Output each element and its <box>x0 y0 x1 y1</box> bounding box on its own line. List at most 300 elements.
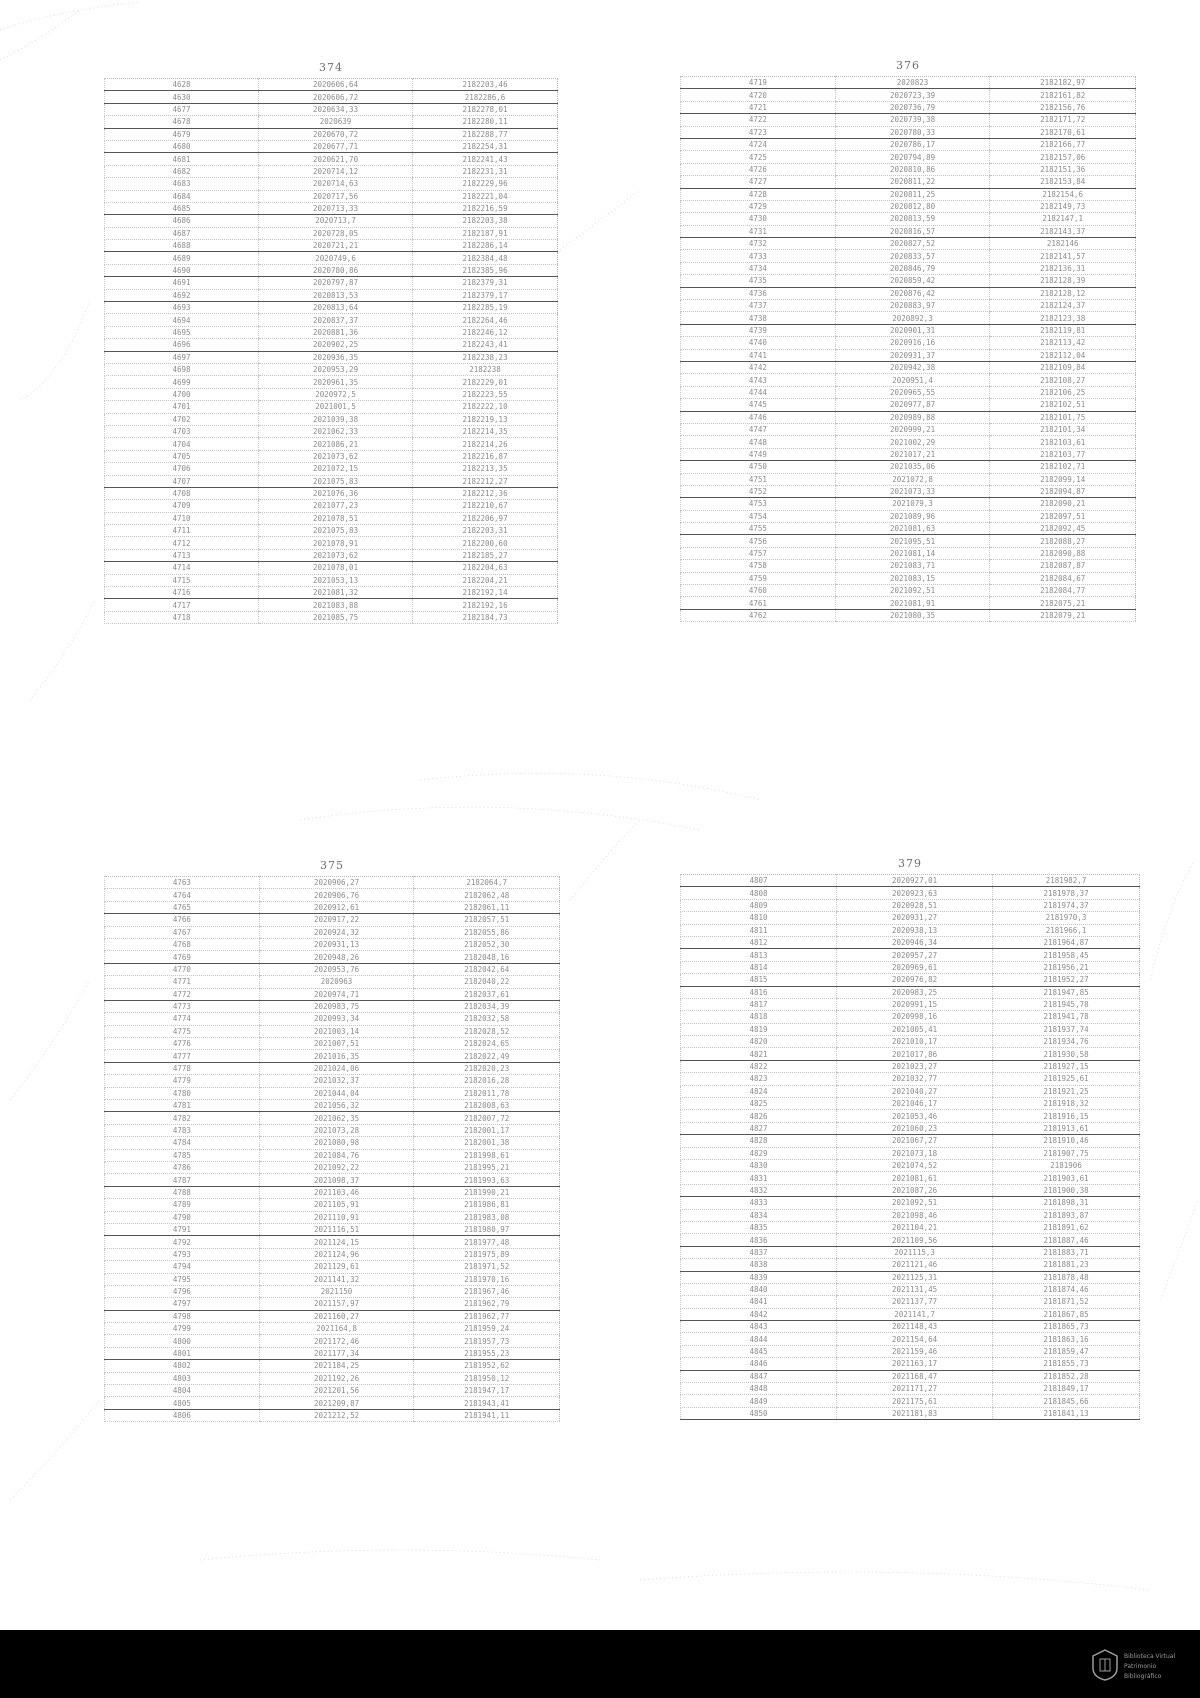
northing-cell: 2181943,41 <box>414 1397 560 1409</box>
northing-cell: 2181865,73 <box>993 1321 1140 1333</box>
northing-cell: 2182103,77 <box>990 448 1136 460</box>
northing-cell: 2181945,78 <box>993 998 1140 1010</box>
point-id-cell: 4628 <box>105 79 259 91</box>
easting-cell: 2021035,06 <box>835 461 990 473</box>
northing-cell: 2181937,74 <box>993 1023 1140 1035</box>
table-row <box>681 374 1136 386</box>
table-row <box>681 1333 1140 1345</box>
northing-cell: 2182103,61 <box>990 436 1136 448</box>
easting-cell: 2021121,46 <box>837 1259 993 1271</box>
easting-cell: 2021002,29 <box>835 436 990 448</box>
easting-cell: 2020951,4 <box>835 374 990 386</box>
point-id-cell: 4799 <box>105 1323 260 1335</box>
northing-cell: 2182061,11 <box>414 901 560 913</box>
point-id-cell: 4818 <box>681 1011 837 1023</box>
table-row <box>681 887 1140 899</box>
point-id-cell: 4792 <box>105 1236 260 1248</box>
northing-cell: 2181978,37 <box>993 887 1140 899</box>
table-row <box>681 535 1136 547</box>
easting-cell: 2021078,51 <box>259 512 413 524</box>
easting-cell: 2021092,51 <box>837 1197 993 1209</box>
northing-cell: 2182090,88 <box>990 547 1136 559</box>
northing-cell: 2182238,23 <box>413 351 558 363</box>
northing-cell: 2181849,17 <box>993 1383 1140 1395</box>
northing-cell: 2182246,12 <box>413 326 558 338</box>
easting-cell: 2020953,76 <box>259 963 414 975</box>
northing-cell: 2181883,71 <box>993 1246 1140 1258</box>
easting-cell: 2020813,64 <box>259 302 413 314</box>
easting-cell: 2021003,14 <box>259 1025 414 1037</box>
point-id-cell: 4807 <box>681 875 837 887</box>
point-id-cell: 4716 <box>105 587 259 599</box>
table-row <box>681 225 1136 237</box>
easting-cell: 2021116,51 <box>259 1223 414 1235</box>
point-id-cell: 4704 <box>105 438 259 450</box>
table-row <box>681 151 1136 163</box>
easting-cell: 2020827,52 <box>835 238 990 250</box>
easting-cell: 2021092,22 <box>259 1161 414 1173</box>
easting-cell: 2020931,13 <box>259 938 414 950</box>
table-row <box>681 597 1136 609</box>
easting-cell: 2020813,59 <box>835 213 990 225</box>
point-id-cell: 4684 <box>105 190 259 202</box>
easting-cell: 2021016,35 <box>259 1050 414 1062</box>
northing-cell: 2182385,96 <box>413 264 558 276</box>
northing-cell: 2181958,45 <box>993 949 1140 961</box>
point-id-cell: 4722 <box>681 114 836 126</box>
point-id-cell: 4685 <box>105 202 259 214</box>
easting-cell: 2020739,38 <box>835 114 990 126</box>
point-id-cell: 4679 <box>105 128 259 140</box>
easting-cell: 2020906,76 <box>259 889 414 901</box>
easting-cell: 2021081,32 <box>259 587 413 599</box>
point-id-cell: 4840 <box>681 1283 837 1295</box>
easting-cell: 2020859,42 <box>835 275 990 287</box>
table-row <box>105 413 558 425</box>
easting-cell: 2020931,27 <box>837 912 993 924</box>
point-id-cell: 4783 <box>105 1124 260 1136</box>
point-id-cell: 4687 <box>105 227 259 239</box>
table-row <box>681 411 1136 423</box>
table-row <box>681 250 1136 262</box>
northing-cell: 2181952,62 <box>414 1360 560 1372</box>
table-row <box>105 438 558 450</box>
table-row <box>105 1075 560 1087</box>
easting-cell: 2021177,34 <box>259 1347 414 1359</box>
point-id-cell: 4809 <box>681 899 837 911</box>
easting-cell: 2021076,36 <box>259 487 413 499</box>
table-row <box>681 1383 1140 1395</box>
northing-cell: 2182151,36 <box>990 163 1136 175</box>
point-id-cell: 4694 <box>105 314 259 326</box>
table-row <box>681 386 1136 398</box>
easting-cell: 2021095,51 <box>835 535 990 547</box>
table-row <box>681 609 1136 621</box>
northing-cell: 2182001,17 <box>414 1124 560 1136</box>
table-row <box>681 1011 1140 1023</box>
footer-line-2: Patrimonio Bibliográfico <box>1124 1663 1162 1680</box>
table-row <box>681 262 1136 274</box>
easting-cell: 2020736,79 <box>835 101 990 113</box>
northing-cell: 2182079,21 <box>990 609 1136 621</box>
northing-cell: 2182212,36 <box>413 487 558 499</box>
easting-cell: 2020977,87 <box>835 399 990 411</box>
point-id-cell: 4812 <box>681 936 837 948</box>
northing-cell: 2182185,27 <box>413 549 558 561</box>
table-row <box>105 901 560 913</box>
northing-cell: 2182214,26 <box>413 438 558 450</box>
point-id-cell: 4708 <box>105 487 259 499</box>
table-row <box>681 1358 1140 1370</box>
point-id-cell: 4833 <box>681 1197 837 1209</box>
easting-cell: 2021073,62 <box>259 549 413 561</box>
point-id-cell: 4768 <box>105 938 260 950</box>
northing-cell: 2182032,58 <box>414 1013 560 1025</box>
table-row <box>681 1308 1140 1320</box>
northing-cell: 2181967,46 <box>414 1285 560 1297</box>
point-id-cell: 4816 <box>681 986 837 998</box>
easting-cell: 2020906,27 <box>259 877 414 889</box>
table-row <box>681 312 1136 324</box>
northing-cell: 2182203,31 <box>413 525 558 537</box>
point-id-cell: 4843 <box>681 1321 837 1333</box>
easting-cell: 2020749,6 <box>259 252 413 264</box>
table-row <box>105 889 560 901</box>
easting-cell: 2021073,62 <box>259 450 413 462</box>
point-id-cell: 4770 <box>105 963 260 975</box>
table-row <box>681 448 1136 460</box>
point-id-cell: 4798 <box>105 1310 260 1322</box>
point-id-cell: 4848 <box>681 1383 837 1395</box>
table-row <box>681 238 1136 250</box>
northing-cell: 2182020,23 <box>414 1062 560 1074</box>
easting-cell: 2020923,63 <box>837 887 993 899</box>
point-id-cell: 4780 <box>105 1087 260 1099</box>
table-row <box>105 1211 560 1223</box>
table-row <box>105 1112 560 1124</box>
easting-cell: 2021017,86 <box>837 1048 993 1060</box>
easting-cell: 2021201,56 <box>259 1385 414 1397</box>
northing-cell: 2182016,28 <box>414 1075 560 1087</box>
easting-cell: 2021081,63 <box>835 523 990 535</box>
easting-cell: 2021098,37 <box>259 1174 414 1186</box>
table-row <box>105 1124 560 1136</box>
table-row <box>105 1062 560 1074</box>
easting-cell: 2020999,21 <box>835 423 990 435</box>
point-id-cell: 4683 <box>105 178 259 190</box>
point-id-cell: 4790 <box>105 1211 260 1223</box>
point-id-cell: 4829 <box>681 1147 837 1159</box>
northing-cell: 2181995,21 <box>414 1161 560 1173</box>
northing-cell: 2182204,21 <box>413 574 558 586</box>
northing-cell: 2182206,97 <box>413 512 558 524</box>
point-id-cell: 4760 <box>681 585 836 597</box>
northing-cell: 2182203,46 <box>413 79 558 91</box>
northing-cell: 2182034,39 <box>414 1000 560 1012</box>
table-row <box>105 926 560 938</box>
easting-cell: 2020892,3 <box>835 312 990 324</box>
easting-cell: 2020639 <box>259 116 413 128</box>
point-id-cell: 4730 <box>681 213 836 225</box>
point-id-cell: 4782 <box>105 1112 260 1124</box>
easting-cell: 2021124,15 <box>259 1236 414 1248</box>
table-row <box>105 1174 560 1186</box>
table-row <box>681 200 1136 212</box>
coordinate-table <box>104 876 560 1422</box>
table-row <box>681 1395 1140 1407</box>
point-id-cell: 4630 <box>105 91 259 103</box>
easting-cell: 2020811,25 <box>835 188 990 200</box>
northing-cell: 2181916,15 <box>993 1110 1140 1122</box>
table-row <box>105 587 558 599</box>
easting-cell: 2021141,32 <box>259 1273 414 1285</box>
easting-cell: 2020946,34 <box>837 936 993 948</box>
point-id-cell: 4728 <box>681 188 836 200</box>
northing-cell: 2182204,63 <box>413 562 558 574</box>
table-row <box>681 1234 1140 1246</box>
point-id-cell: 4765 <box>105 901 260 913</box>
table-row <box>681 1147 1140 1159</box>
point-id-cell: 4682 <box>105 165 259 177</box>
northing-cell: 2181959,24 <box>414 1323 560 1335</box>
northing-cell: 2181871,52 <box>993 1296 1140 1308</box>
table-row <box>681 912 1140 924</box>
point-id-cell: 4713 <box>105 549 259 561</box>
table-row <box>105 1347 560 1359</box>
easting-cell: 2021084,76 <box>259 1149 414 1161</box>
table-row <box>681 89 1136 101</box>
table-row <box>105 376 558 388</box>
easting-cell: 2021062,33 <box>259 425 413 437</box>
northing-cell: 2182087,87 <box>990 560 1136 572</box>
point-id-cell: 4749 <box>681 448 836 460</box>
table-row <box>105 240 558 252</box>
table-row <box>105 1310 560 1322</box>
table-row <box>105 1236 560 1248</box>
northing-cell: 2182062,48 <box>414 889 560 901</box>
table-row <box>105 487 558 499</box>
table-row <box>681 998 1140 1010</box>
table-row <box>681 1098 1140 1110</box>
table-row <box>681 287 1136 299</box>
point-id-cell: 4836 <box>681 1234 837 1246</box>
point-id-cell: 4699 <box>105 376 259 388</box>
point-id-cell: 4784 <box>105 1137 260 1149</box>
point-id-cell: 4754 <box>681 510 836 522</box>
table-row <box>681 1271 1140 1283</box>
easting-cell: 2021129,61 <box>259 1261 414 1273</box>
table-row <box>681 1283 1140 1295</box>
table-row <box>681 213 1136 225</box>
table-row <box>681 1085 1140 1097</box>
table-row <box>681 163 1136 175</box>
point-id-cell: 4850 <box>681 1407 837 1419</box>
easting-cell: 2020786,17 <box>835 138 990 150</box>
easting-cell: 2021005,41 <box>837 1023 993 1035</box>
northing-cell: 2182052,30 <box>414 938 560 950</box>
easting-cell: 2021067,27 <box>837 1135 993 1147</box>
easting-cell: 2020969,61 <box>837 961 993 973</box>
easting-cell: 2020901,31 <box>835 324 990 336</box>
footer-institution <box>1124 1652 1194 1682</box>
table-row <box>105 264 558 276</box>
northing-cell: 2182084,77 <box>990 585 1136 597</box>
easting-cell: 2020989,88 <box>835 411 990 423</box>
northing-cell: 2181947,17 <box>414 1385 560 1397</box>
point-id-cell: 4832 <box>681 1184 837 1196</box>
easting-cell: 2021154,64 <box>837 1333 993 1345</box>
table-row <box>105 190 558 202</box>
easting-cell: 2021056,32 <box>259 1100 414 1112</box>
easting-cell: 2021083,15 <box>835 572 990 584</box>
northing-cell: 2181934,76 <box>993 1036 1140 1048</box>
easting-cell: 2020670,72 <box>259 128 413 140</box>
point-id-cell: 4748 <box>681 436 836 448</box>
point-id-cell: 4680 <box>105 140 259 152</box>
table-row <box>105 1137 560 1149</box>
northing-cell: 2182170,61 <box>990 126 1136 138</box>
northing-cell: 2182040,22 <box>414 976 560 988</box>
table-row <box>105 1100 560 1112</box>
point-id-cell: 4846 <box>681 1358 837 1370</box>
easting-cell: 2021209,87 <box>259 1397 414 1409</box>
point-id-cell: 4804 <box>105 1385 260 1397</box>
easting-cell: 2020881,36 <box>259 326 413 338</box>
table-row <box>681 1296 1140 1308</box>
easting-cell: 2020998,16 <box>837 1011 993 1023</box>
easting-cell: 2020714,12 <box>259 165 413 177</box>
point-id-cell: 4736 <box>681 287 836 299</box>
northing-cell: 2181970,16 <box>414 1273 560 1285</box>
table-row <box>681 1345 1140 1357</box>
table-row <box>105 1360 560 1372</box>
northing-cell: 2182128,12 <box>990 287 1136 299</box>
easting-cell: 2020916,16 <box>835 337 990 349</box>
point-id-cell: 4677 <box>105 103 259 115</box>
table-row <box>681 1370 1140 1382</box>
easting-cell: 2021148,43 <box>837 1321 993 1333</box>
easting-cell: 2021075,83 <box>259 525 413 537</box>
easting-cell: 2020713,33 <box>259 202 413 214</box>
northing-cell: 2181918,32 <box>993 1098 1140 1110</box>
northing-cell: 2182166,77 <box>990 138 1136 150</box>
northing-cell: 2182007,72 <box>414 1112 560 1124</box>
table-row <box>681 936 1140 948</box>
northing-cell: 2181841,13 <box>993 1407 1140 1419</box>
easting-cell: 2021060,23 <box>837 1122 993 1134</box>
table-row <box>105 1149 560 1161</box>
easting-cell: 2021075,83 <box>259 475 413 487</box>
table-row <box>105 1199 560 1211</box>
table-row <box>681 1110 1140 1122</box>
table-row <box>105 351 558 363</box>
point-id-cell: 4763 <box>105 877 260 889</box>
northing-cell: 2181983,08 <box>414 1211 560 1223</box>
point-id-cell: 4791 <box>105 1223 260 1235</box>
point-id-cell: 4786 <box>105 1161 260 1173</box>
table-row <box>681 1135 1140 1147</box>
point-id-cell: 4824 <box>681 1085 837 1097</box>
easting-cell: 2021171,27 <box>837 1383 993 1395</box>
northing-cell: 2181980,97 <box>414 1223 560 1235</box>
point-id-cell: 4772 <box>105 988 260 1000</box>
point-id-cell: 4805 <box>105 1397 260 1409</box>
table-row <box>681 461 1136 473</box>
easting-cell: 2020811,22 <box>835 176 990 188</box>
table-row <box>105 1261 560 1273</box>
northing-cell: 2182099,14 <box>990 473 1136 485</box>
northing-cell: 2181855,73 <box>993 1358 1140 1370</box>
point-id-cell: 4732 <box>681 238 836 250</box>
point-id-cell: 4826 <box>681 1110 837 1122</box>
table-row <box>681 1407 1140 1419</box>
point-id-cell: 4788 <box>105 1186 260 1198</box>
point-id-cell: 4767 <box>105 926 260 938</box>
table-row <box>105 252 558 264</box>
easting-cell: 2020965,55 <box>835 386 990 398</box>
easting-cell: 2020797,87 <box>259 277 413 289</box>
point-id-cell: 4785 <box>105 1149 260 1161</box>
point-id-cell: 4814 <box>681 961 837 973</box>
northing-cell: 2181962,79 <box>414 1298 560 1310</box>
northing-cell: 2182028,52 <box>414 1025 560 1037</box>
coordinate-table <box>680 874 1140 1420</box>
northing-cell: 2182264,46 <box>413 314 558 326</box>
table-row <box>105 1013 560 1025</box>
northing-cell: 2182108,27 <box>990 374 1136 386</box>
table-row <box>105 1038 560 1050</box>
table-row <box>681 1321 1140 1333</box>
easting-cell: 2020961,35 <box>259 376 413 388</box>
table-row <box>105 611 558 623</box>
easting-cell: 2020794,89 <box>835 151 990 163</box>
northing-cell: 2181900,38 <box>993 1184 1140 1196</box>
table-row <box>681 473 1136 485</box>
northing-cell: 2181982,7 <box>993 875 1140 887</box>
easting-cell: 2020924,32 <box>259 926 414 938</box>
easting-cell: 2021172,46 <box>259 1335 414 1347</box>
northing-cell: 2181955,23 <box>414 1347 560 1359</box>
table-row <box>105 165 558 177</box>
point-id-cell: 4756 <box>681 535 836 547</box>
northing-cell: 2181947,85 <box>993 986 1140 998</box>
table-row <box>105 988 560 1000</box>
table-row <box>105 1397 560 1409</box>
table-row <box>105 1273 560 1285</box>
table-row <box>105 103 558 115</box>
point-id-cell: 4844 <box>681 1333 837 1345</box>
easting-cell: 2020902,25 <box>259 339 413 351</box>
point-id-cell: 4766 <box>105 914 260 926</box>
point-id-cell: 4707 <box>105 475 259 487</box>
table-row <box>681 924 1140 936</box>
northing-cell: 2182379,31 <box>413 277 558 289</box>
point-id-cell: 4731 <box>681 225 836 237</box>
northing-cell: 2182222,10 <box>413 401 558 413</box>
easting-cell: 2021163,17 <box>837 1358 993 1370</box>
point-id-cell: 4726 <box>681 163 836 175</box>
table-row <box>681 1172 1140 1184</box>
table-row <box>105 1025 560 1037</box>
easting-cell: 2021053,13 <box>259 574 413 586</box>
northing-cell: 2182088,27 <box>990 535 1136 547</box>
table-row <box>681 275 1136 287</box>
point-id-cell: 4845 <box>681 1345 837 1357</box>
easting-cell: 2020991,15 <box>837 998 993 1010</box>
easting-cell: 2021115,3 <box>837 1246 993 1258</box>
easting-cell: 2020957,27 <box>837 949 993 961</box>
easting-cell: 2020621,70 <box>259 153 413 165</box>
